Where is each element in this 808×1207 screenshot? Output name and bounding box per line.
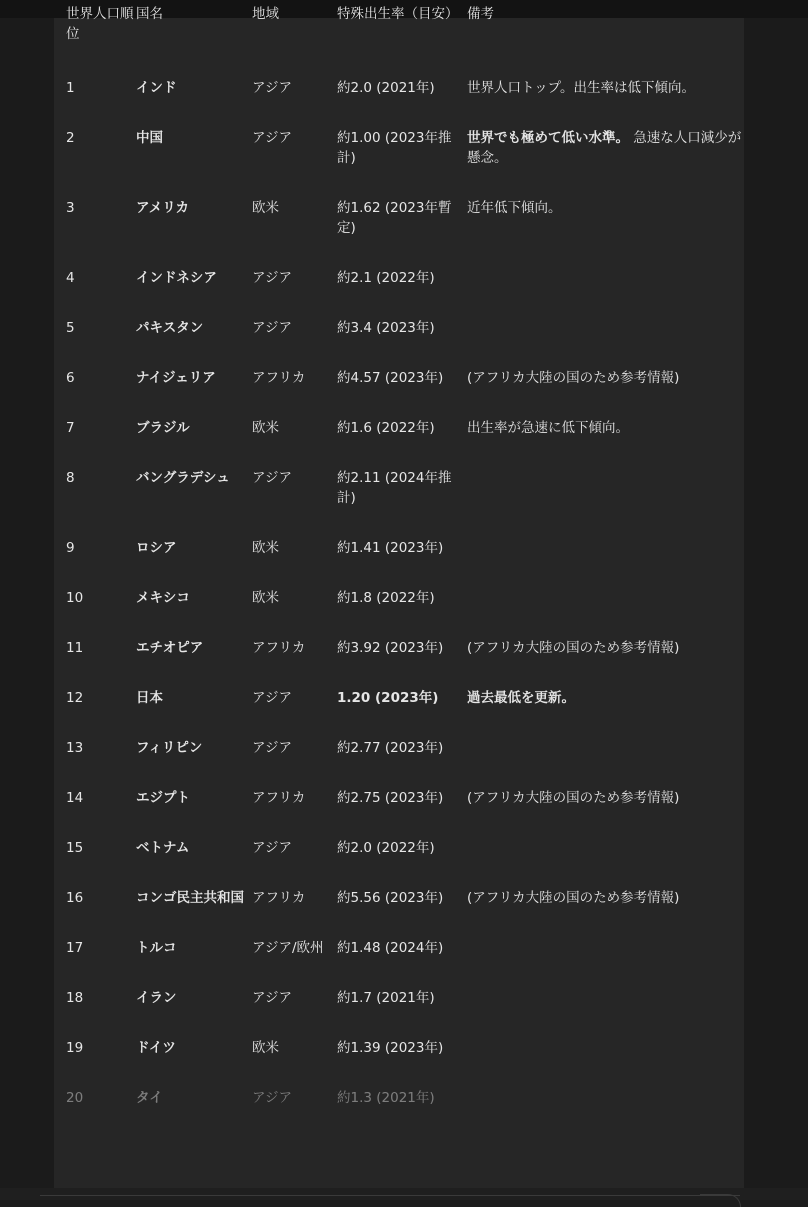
fertility-rate-cell: 約1.48 (2024年) [337, 940, 444, 956]
region-cell: 欧米 [252, 420, 279, 436]
rank-cell: 14 [66, 790, 84, 806]
table-row [54, 538, 744, 588]
rank-cell: 9 [66, 540, 75, 556]
table-row [54, 468, 744, 538]
note-text: (アフリカ大陸の国のため参考情報) [467, 640, 680, 656]
country-cell: アメリカ [136, 200, 190, 216]
fertility-rate-cell: 約2.1 (2022年) [337, 270, 435, 286]
region-cell: アジア [252, 1090, 292, 1106]
table-row [54, 938, 744, 988]
country-cell: インド [136, 80, 177, 96]
note-cell [467, 988, 744, 1038]
note-emphasis: 世界でも極めて低い水準。 [467, 130, 629, 146]
fertility-rate-cell: 約1.41 (2023年) [337, 540, 444, 556]
table-row [54, 198, 744, 268]
table-row [54, 788, 744, 838]
fertility-rate-cell: 約2.0 (2021年) [337, 80, 435, 96]
table-row [54, 988, 744, 1038]
country-cell: ドイツ [136, 1040, 176, 1056]
fertility-rate-cell: 約4.57 (2023年) [337, 370, 444, 386]
country-cell: トルコ [136, 940, 177, 956]
rank-cell: 17 [66, 940, 84, 956]
country-cell: エチオピア [136, 640, 204, 656]
note-cell [467, 688, 744, 738]
region-cell: 欧米 [252, 540, 279, 556]
country-cell: ベトナム [136, 840, 190, 856]
region-cell: アフリカ [252, 370, 306, 386]
region-cell: アジア/欧州 [252, 940, 324, 956]
country-cell: エジプト [136, 790, 190, 806]
fertility-rate-cell: 約1.39 (2023年) [337, 1040, 444, 1056]
fertility-rate-cell: 約5.56 (2023年) [337, 890, 444, 906]
rank-cell: 16 [66, 890, 84, 906]
fertility-rate-cell: 約1.62 (2023年暫定) [337, 200, 452, 236]
table-body [54, 78, 744, 1138]
fertility-rate-cell: 約1.00 (2023年推計) [337, 130, 452, 166]
fertility-rate-cell: 約1.6 (2022年) [337, 420, 435, 436]
fertility-rate-cell: 約1.3 (2021年) [337, 1090, 435, 1106]
table-row [54, 838, 744, 888]
note-text: 急速な人口減少が懸念。 [467, 130, 742, 166]
rank-cell: 15 [66, 840, 84, 856]
note-text: (アフリカ大陸の国のため参考情報) [467, 790, 680, 806]
table-row [54, 318, 744, 368]
fertility-rate-cell: 約2.77 (2023年) [337, 740, 444, 756]
note-cell [467, 128, 744, 198]
region-cell: アジア [252, 690, 292, 706]
note-cell [467, 638, 744, 688]
country-cell: タイ [136, 1090, 163, 1106]
rank-cell: 11 [66, 640, 84, 656]
region-cell: 欧米 [252, 200, 279, 216]
header-country: 国名 [136, 6, 163, 22]
region-cell: アフリカ [252, 890, 306, 906]
fertility-table [54, 4, 744, 1138]
table-row [54, 418, 744, 468]
rank-cell: 20 [66, 1090, 84, 1106]
note-cell [467, 1088, 744, 1138]
country-cell: 中国 [136, 130, 163, 146]
country-cell: パキスタン [136, 320, 204, 336]
note-cell [467, 788, 744, 838]
fertility-rate-cell: 約2.11 (2024年推計) [337, 470, 452, 506]
rank-cell: 3 [66, 200, 75, 216]
note-cell [467, 888, 744, 938]
note-text: (アフリカ大陸の国のため参考情報) [467, 370, 680, 386]
fertility-rate-cell: 約1.7 (2021年) [337, 990, 435, 1006]
country-cell: コンゴ民主共和国 [136, 890, 244, 906]
region-cell: アフリカ [252, 790, 306, 806]
note-text: 出生率が急速に低下傾向。 [467, 420, 629, 436]
fertility-rate-cell: 約2.75 (2023年) [337, 790, 444, 806]
note-cell [467, 318, 744, 368]
rank-cell: 2 [66, 130, 75, 146]
country-cell: ブラジル [136, 420, 190, 436]
fertility-rate-cell: 約1.8 (2022年) [337, 590, 435, 606]
region-cell: アジア [252, 80, 292, 96]
table-row [54, 128, 744, 198]
region-cell: 欧米 [252, 590, 279, 606]
country-cell: イラン [136, 990, 177, 1006]
table-row [54, 638, 744, 688]
country-cell: フィリピン [136, 740, 203, 756]
region-cell: アジア [252, 990, 292, 1006]
table-row [54, 78, 744, 128]
table-row [54, 1088, 744, 1138]
input-border-corner [700, 1194, 741, 1207]
region-cell: アジア [252, 320, 292, 336]
note-cell [467, 468, 744, 538]
fertility-rate-cell: 約3.4 (2023年) [337, 320, 435, 336]
table-row [54, 268, 744, 318]
input-border [40, 1195, 740, 1196]
region-cell: 欧米 [252, 1040, 279, 1056]
country-cell: 日本 [136, 690, 163, 706]
table-row [54, 588, 744, 638]
table-row [54, 888, 744, 938]
region-cell: アフリカ [252, 640, 306, 656]
note-cell [467, 588, 744, 638]
country-cell: メキシコ [136, 590, 190, 606]
note-cell [467, 938, 744, 988]
response-panel[interactable] [54, 6, 744, 1188]
table-row [54, 738, 744, 788]
header-region: 地域 [252, 6, 279, 22]
note-cell [467, 838, 744, 888]
region-cell: アジア [252, 270, 292, 286]
table-row [54, 1038, 744, 1088]
table-header-row [54, 4, 744, 78]
region-cell: アジア [252, 130, 292, 146]
header-note: 備考 [467, 6, 494, 22]
header-rank: 世界人口順位 [66, 6, 134, 42]
country-cell: ロシア [136, 540, 177, 556]
rank-cell: 4 [66, 270, 75, 286]
fertility-rate-cell: 約3.92 (2023年) [337, 640, 444, 656]
table-row [54, 688, 744, 738]
note-emphasis: 過去最低を更新。 [467, 690, 575, 706]
note-cell [467, 268, 744, 318]
fertility-rate-cell: 1.20 (2023年) [337, 690, 439, 706]
country-cell: バングラデシュ [136, 470, 230, 486]
rank-cell: 6 [66, 370, 75, 386]
note-cell [467, 418, 744, 468]
region-cell: アジア [252, 840, 292, 856]
note-cell [467, 1038, 744, 1088]
rank-cell: 1 [66, 80, 75, 96]
rank-cell: 13 [66, 740, 84, 756]
note-cell [467, 78, 744, 128]
note-text: (アフリカ大陸の国のため参考情報) [467, 890, 680, 906]
region-cell: アジア [252, 470, 292, 486]
table-row [54, 368, 744, 418]
rank-cell: 8 [66, 470, 75, 486]
note-cell [467, 738, 744, 788]
country-cell: ナイジェリア [136, 370, 216, 386]
rank-cell: 12 [66, 690, 84, 706]
rank-cell: 7 [66, 420, 75, 436]
header-fertility-rate: 特殊出生率（目安） [337, 6, 459, 22]
note-cell [467, 368, 744, 418]
note-cell [467, 198, 744, 268]
rank-cell: 10 [66, 590, 84, 606]
bottom-input-area [0, 1188, 808, 1200]
note-text: 世界人口トップ。出生率は低下傾向。 [467, 80, 696, 96]
region-cell: アジア [252, 740, 292, 756]
rank-cell: 18 [66, 990, 84, 1006]
rank-cell: 19 [66, 1040, 84, 1056]
rank-cell: 5 [66, 320, 75, 336]
note-text: 近年低下傾向。 [467, 200, 562, 216]
country-cell: インドネシア [136, 270, 217, 286]
fertility-rate-cell: 約2.0 (2022年) [337, 840, 435, 856]
note-cell [467, 538, 744, 588]
